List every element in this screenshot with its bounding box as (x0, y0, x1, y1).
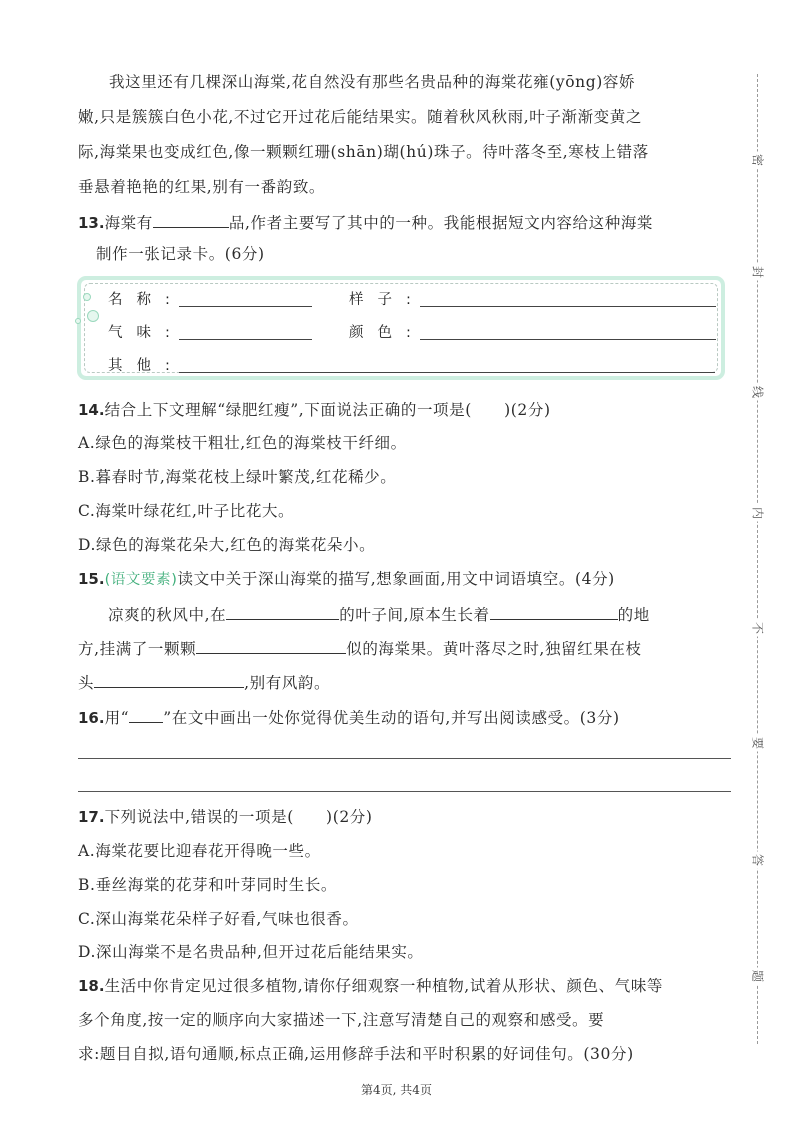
card-field-name (108, 288, 338, 309)
question-number: 16. (78, 709, 105, 727)
record-card (77, 276, 725, 380)
page-number: 第4页, 共4页 (361, 1083, 432, 1097)
field-label: 其他: (108, 358, 184, 374)
question-text: 结合上下文理解“绿肥红瘦”,下面说法正确的一项是( )(2分) (104, 401, 551, 419)
question-number: 15. (78, 570, 105, 588)
passage-line: 嫩,只是簇簇白色小花,不过它开过花后能结果实。随着秋风秋雨,叶子渐渐变黄之 (78, 108, 642, 126)
option-b[interactable]: B.暮春时节,海棠花枝上绿叶繁茂,红花稀少。 (78, 468, 397, 486)
question-18-line: 多个角度,按一定的顺序向大家描述一下,注意写清楚自己的观察和感受。要 (78, 1011, 605, 1029)
question-13-line2: 制作一张记录卡。(6分) (96, 245, 265, 263)
fill-line (78, 637, 733, 660)
question-text: 下列说法中,错误的一项是( )(2分) (104, 808, 373, 826)
question-text: 生活中你肯定见过很多植物,请你仔细观察一种植物,试着从形状、颜色、气味等 (104, 977, 664, 995)
fill-text: 方,挂满了一颗颗 (78, 640, 197, 658)
category-tag: (语文要素) (104, 572, 178, 588)
fill-blank[interactable] (226, 603, 339, 620)
card-field-color (349, 321, 721, 342)
decorative-dot (75, 318, 81, 324)
question-13 (78, 211, 733, 234)
option-d[interactable]: D.绿色的海棠花朵大,红色的海棠花朵小。 (78, 536, 376, 554)
fill-blank[interactable] (94, 671, 244, 688)
fill-blank[interactable] (153, 211, 229, 228)
fill-text: ,别有风韵。 (244, 674, 331, 692)
decorative-dot (83, 293, 91, 301)
fill-blank[interactable] (490, 603, 618, 620)
passage-line: 际,海棠果也变成红色,像一颗颗红珊(shān)瑚(hú)珠子。待叶落冬至,寒枝上错落 (78, 143, 649, 161)
question-17 (78, 806, 733, 828)
option-c[interactable]: C.深山海棠花朵样子好看,气味也很香。 (78, 910, 359, 928)
seal-char: 题 (750, 968, 766, 985)
fill-text: 的地 (617, 606, 650, 624)
seal-char: 要 (750, 735, 766, 752)
question-text: ”在文中画出一处你觉得优美生动的语句,并写出阅读感受。(3分) (163, 709, 620, 727)
seal-char: 密 (750, 152, 766, 169)
seal-char: 线 (750, 384, 766, 401)
fill-line (108, 603, 763, 626)
field-input-line[interactable] (179, 339, 312, 340)
decorative-dot (87, 310, 99, 322)
seal-char: 封 (750, 264, 766, 281)
option-a[interactable]: A.海棠花要比迎春花开得晚一些。 (78, 842, 321, 860)
option-c[interactable]: C.海棠叶绿花红,叶子比花大。 (78, 502, 295, 520)
field-label: 颜色: (349, 325, 425, 341)
answer-line[interactable] (78, 758, 731, 759)
fill-text: 头 (78, 674, 95, 692)
field-input-line[interactable] (420, 306, 716, 307)
question-number: 18. (78, 977, 105, 995)
question-18-line: 求:题目自拟,语句通顺,标点正确,运用修辞手法和平时积累的好词佳句。(30分) (78, 1045, 634, 1063)
passage-line: 我这里还有几棵深山海棠,花自然没有那些名贵品种的海棠花雍(yōng)容娇 (109, 73, 636, 91)
field-input-line[interactable] (179, 306, 312, 307)
seal-char: 答 (750, 852, 766, 869)
card-field-other (108, 354, 720, 375)
question-16 (78, 706, 733, 729)
seal-line (757, 74, 758, 1044)
question-14 (78, 399, 733, 421)
fill-text: 的叶子间,原本生长着 (339, 606, 490, 624)
field-label: 气味: (108, 325, 184, 341)
fill-blank[interactable] (196, 637, 346, 654)
answer-line[interactable] (78, 791, 731, 792)
fill-line (78, 671, 733, 694)
card-field-look (349, 288, 721, 309)
card-field-smell (108, 321, 338, 342)
question-number: 14. (78, 401, 105, 419)
field-input-line[interactable] (179, 372, 715, 373)
question-text: 用“ (104, 709, 130, 727)
seal-char: 内 (750, 505, 766, 522)
question-text: 读文中关于深山海棠的描写,想象画面,用文中词语填空。(4分) (177, 570, 615, 588)
question-number: 17. (78, 808, 105, 826)
option-d[interactable]: D.深山海棠不是名贵品种,但开过花后能结果实。 (78, 943, 424, 961)
field-input-line[interactable] (420, 339, 716, 340)
question-18 (78, 975, 733, 997)
question-15 (78, 568, 733, 591)
option-a[interactable]: A.绿色的海棠枝干粗壮,红色的海棠枝干纤细。 (78, 434, 407, 452)
field-label: 样子: (349, 292, 425, 308)
question-number: 13. (78, 214, 105, 232)
question-text: 海棠有 (104, 214, 153, 232)
passage-line: 垂悬着艳艳的红果,别有一番韵致。 (78, 178, 326, 196)
seal-char: 不 (750, 620, 766, 637)
fill-text: 似的海棠果。黄叶落尽之时,独留红果在枝 (346, 640, 642, 658)
underline-sample (129, 706, 163, 723)
question-text: 品,作者主要写了其中的一种。我能根据短文内容给这种海棠 (228, 214, 654, 232)
field-label: 名称: (108, 292, 184, 308)
option-b[interactable]: B.垂丝海棠的花芽和叶芽同时生长。 (78, 876, 338, 894)
fill-text: 凉爽的秋风中,在 (108, 606, 227, 624)
